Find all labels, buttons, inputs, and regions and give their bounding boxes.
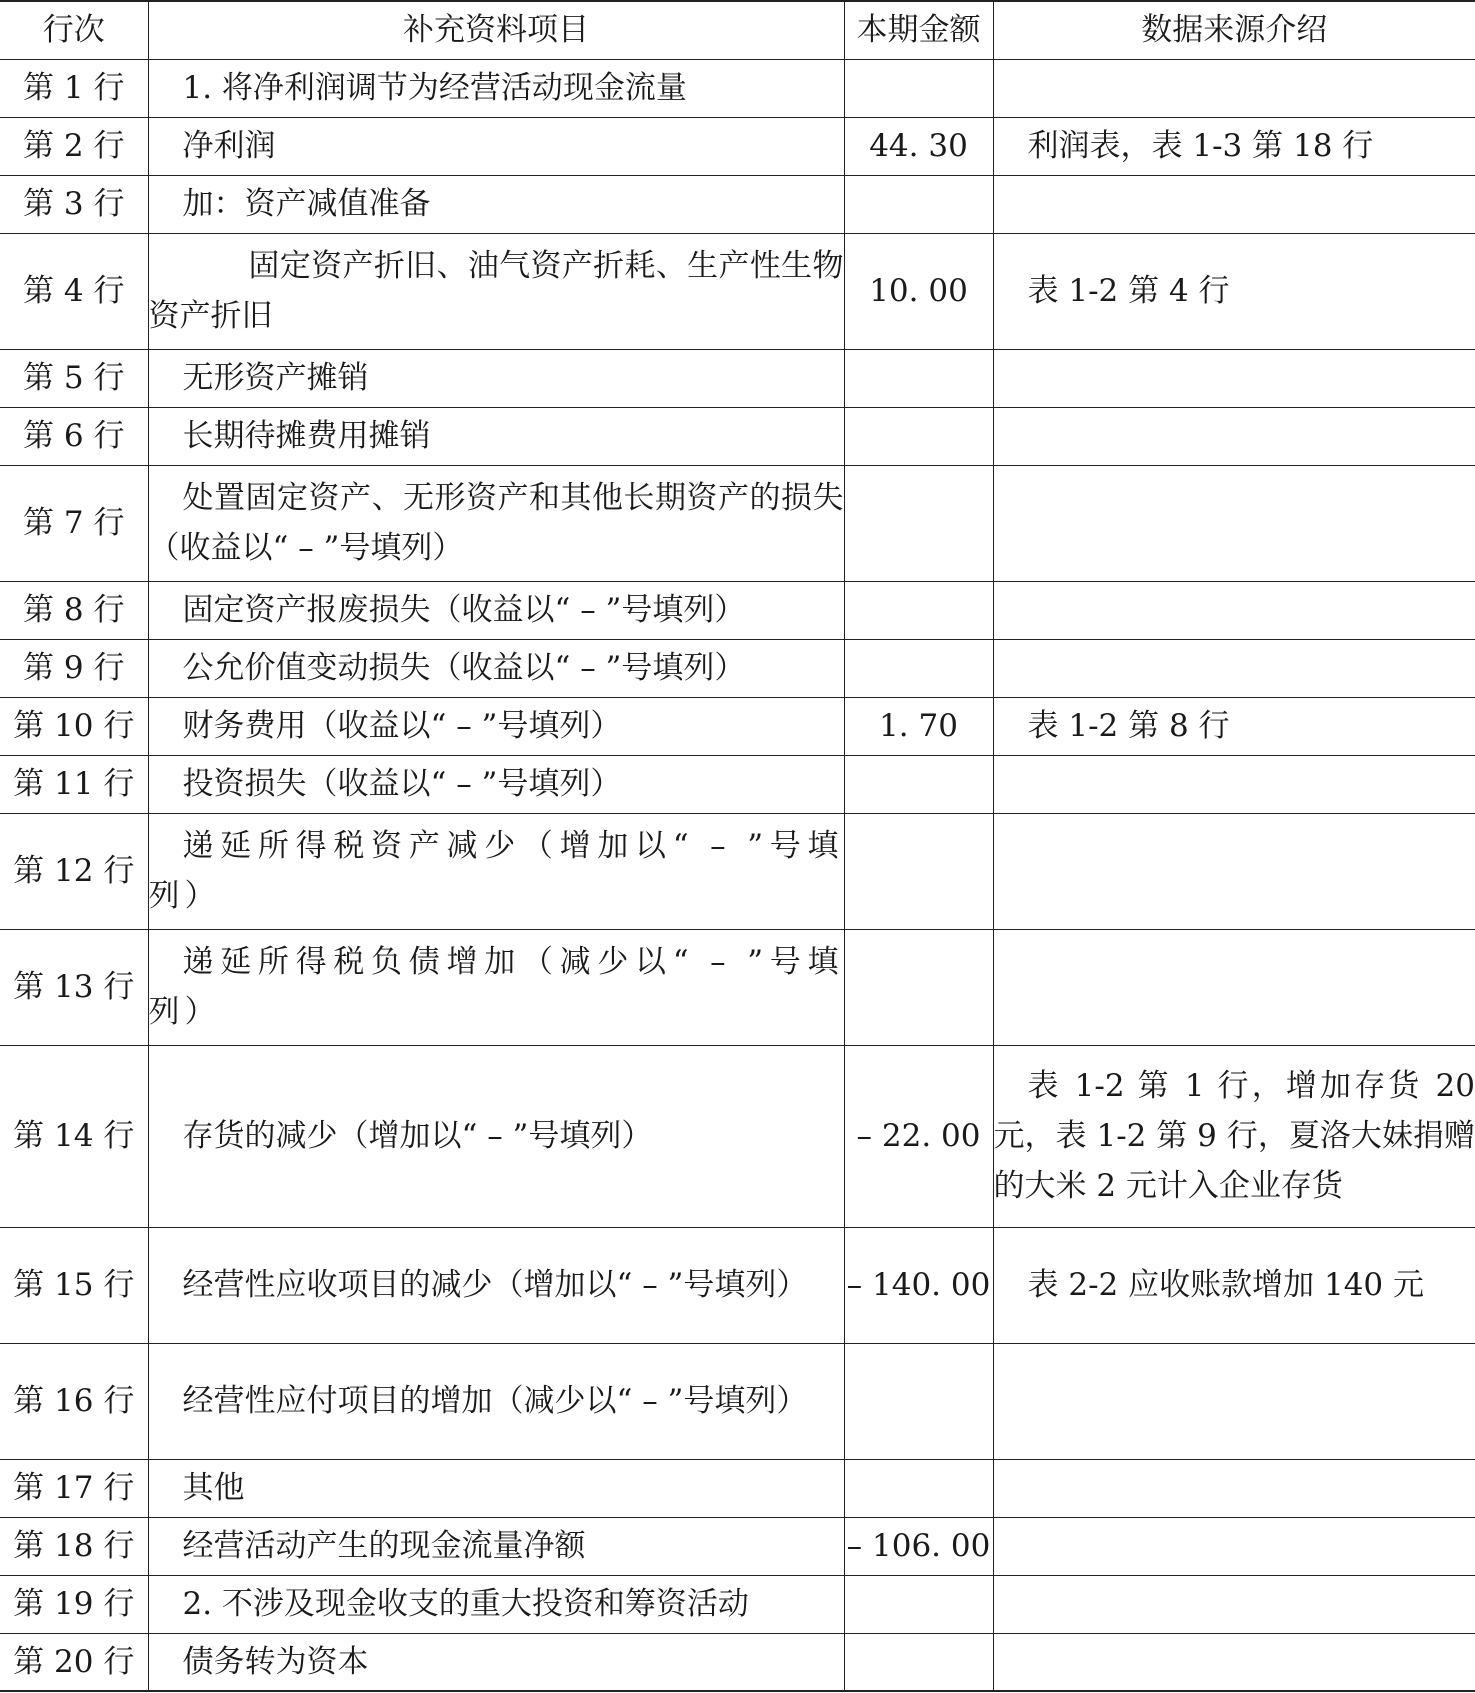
table-row <box>0 1459 1475 1517</box>
row-number: 第 19 行 <box>0 1575 148 1633</box>
row-amount <box>844 1343 993 1459</box>
table-row <box>0 1227 1475 1343</box>
row-number: 第 6 行 <box>0 407 148 465</box>
row-number: 第 17 行 <box>0 1459 148 1517</box>
table-row <box>0 1517 1475 1575</box>
header-row-number: 行次 <box>0 1 148 59</box>
header-source: 数据来源介绍 <box>993 1 1475 59</box>
row-item: 经营活动产生的现金流量净额 <box>148 1517 844 1575</box>
row-source <box>993 1343 1475 1459</box>
row-number: 第 9 行 <box>0 639 148 697</box>
table-row <box>0 1575 1475 1633</box>
row-item: 公允价值变动损失（收益以“ – ”号填列） <box>148 639 844 697</box>
row-item: 长期待摊费用摊销 <box>148 407 844 465</box>
row-item: 经营性应收项目的减少（增加以“ – ”号填列） <box>148 1227 844 1343</box>
row-source <box>993 929 1475 1045</box>
row-source <box>993 813 1475 929</box>
table-row <box>0 233 1475 349</box>
row-item: 递延所得税负债增加（减少以“ – ”号填列） <box>148 929 844 1045</box>
row-source <box>993 1517 1475 1575</box>
row-item: 净利润 <box>148 117 844 175</box>
row-item: 财务费用（收益以“ – ”号填列） <box>148 697 844 755</box>
row-number: 第 1 行 <box>0 59 148 117</box>
row-amount <box>844 1575 993 1633</box>
header-item: 补充资料项目 <box>148 1 844 59</box>
row-source <box>993 349 1475 407</box>
row-item: 投资损失（收益以“ – ”号填列） <box>148 755 844 813</box>
row-item: 其他 <box>148 1459 844 1517</box>
header-amount: 本期金额 <box>844 1 993 59</box>
row-number: 第 15 行 <box>0 1227 148 1343</box>
table-row <box>0 465 1475 581</box>
table-row <box>0 59 1475 117</box>
row-source <box>993 1459 1475 1517</box>
table-row <box>0 175 1475 233</box>
row-number: 第 8 行 <box>0 581 148 639</box>
row-number: 第 20 行 <box>0 1633 148 1691</box>
table-row <box>0 581 1475 639</box>
row-amount <box>844 1459 993 1517</box>
row-source <box>993 581 1475 639</box>
row-source: 表 2-2 应收账款增加 140 元 <box>993 1227 1475 1343</box>
table-row <box>0 1633 1475 1691</box>
row-source <box>993 407 1475 465</box>
row-number: 第 13 行 <box>0 929 148 1045</box>
row-number: 第 16 行 <box>0 1343 148 1459</box>
row-amount <box>844 813 993 929</box>
row-number: 第 14 行 <box>0 1045 148 1227</box>
row-source <box>993 1575 1475 1633</box>
row-amount <box>844 639 993 697</box>
table-row <box>0 929 1475 1045</box>
row-amount <box>844 755 993 813</box>
row-source <box>993 639 1475 697</box>
row-item: 处置固定资产、无形资产和其他长期资产的损失（收益以“ – ”号填列） <box>148 465 844 581</box>
row-number: 第 18 行 <box>0 1517 148 1575</box>
row-source <box>993 755 1475 813</box>
row-amount <box>844 929 993 1045</box>
table-row <box>0 1045 1475 1227</box>
row-amount <box>844 581 993 639</box>
table-row <box>0 1343 1475 1459</box>
table-row <box>0 755 1475 813</box>
row-item: 存货的减少（增加以“ – ”号填列） <box>148 1045 844 1227</box>
row-amount: – 140. 00 <box>844 1227 993 1343</box>
row-source <box>993 465 1475 581</box>
row-number: 第 7 行 <box>0 465 148 581</box>
row-number: 第 11 行 <box>0 755 148 813</box>
row-amount <box>844 59 993 117</box>
row-source: 表 1-2 第 8 行 <box>993 697 1475 755</box>
row-source: 表 1-2 第 1 行，增加存货 20 元，表 1-2 第 9 行，夏洛大妹捐赠的大米 2 元计入企业存货 <box>993 1045 1475 1227</box>
row-amount: 44. 30 <box>844 117 993 175</box>
table-row <box>0 639 1475 697</box>
row-number: 第 4 行 <box>0 233 148 349</box>
table-row <box>0 349 1475 407</box>
row-item: 经营性应付项目的增加（减少以“ – ”号填列） <box>148 1343 844 1459</box>
row-number: 第 5 行 <box>0 349 148 407</box>
row-number: 第 2 行 <box>0 117 148 175</box>
table-row <box>0 117 1475 175</box>
row-amount: – 106. 00 <box>844 1517 993 1575</box>
row-item: 1. 将净利润调节为经营活动现金流量 <box>148 59 844 117</box>
row-amount: – 22. 00 <box>844 1045 993 1227</box>
row-amount: 1. 70 <box>844 697 993 755</box>
header-row <box>0 1 1475 59</box>
row-source: 利润表，表 1-3 第 18 行 <box>993 117 1475 175</box>
row-item: 固定资产报废损失（收益以“ – ”号填列） <box>148 581 844 639</box>
row-amount <box>844 465 993 581</box>
row-number: 第 3 行 <box>0 175 148 233</box>
row-amount: 10. 00 <box>844 233 993 349</box>
row-item: 递延所得税资产减少（增加以“ – ”号填列） <box>148 813 844 929</box>
table-row <box>0 697 1475 755</box>
row-source <box>993 1633 1475 1691</box>
row-amount <box>844 407 993 465</box>
row-number: 第 12 行 <box>0 813 148 929</box>
row-item: 无形资产摊销 <box>148 349 844 407</box>
row-amount <box>844 349 993 407</box>
row-source <box>993 175 1475 233</box>
row-amount <box>844 1633 993 1691</box>
row-item: 2. 不涉及现金收支的重大投资和筹资活动 <box>148 1575 844 1633</box>
row-amount <box>844 175 993 233</box>
row-item: 债务转为资本 <box>148 1633 844 1691</box>
table-row <box>0 813 1475 929</box>
row-item: 固定资产折旧、油气资产折耗、生产性生物资产折旧 <box>148 233 844 349</box>
row-number: 第 10 行 <box>0 697 148 755</box>
row-source: 表 1-2 第 4 行 <box>993 233 1475 349</box>
row-item: 加：资产减值准备 <box>148 175 844 233</box>
table-row <box>0 407 1475 465</box>
row-source <box>993 59 1475 117</box>
